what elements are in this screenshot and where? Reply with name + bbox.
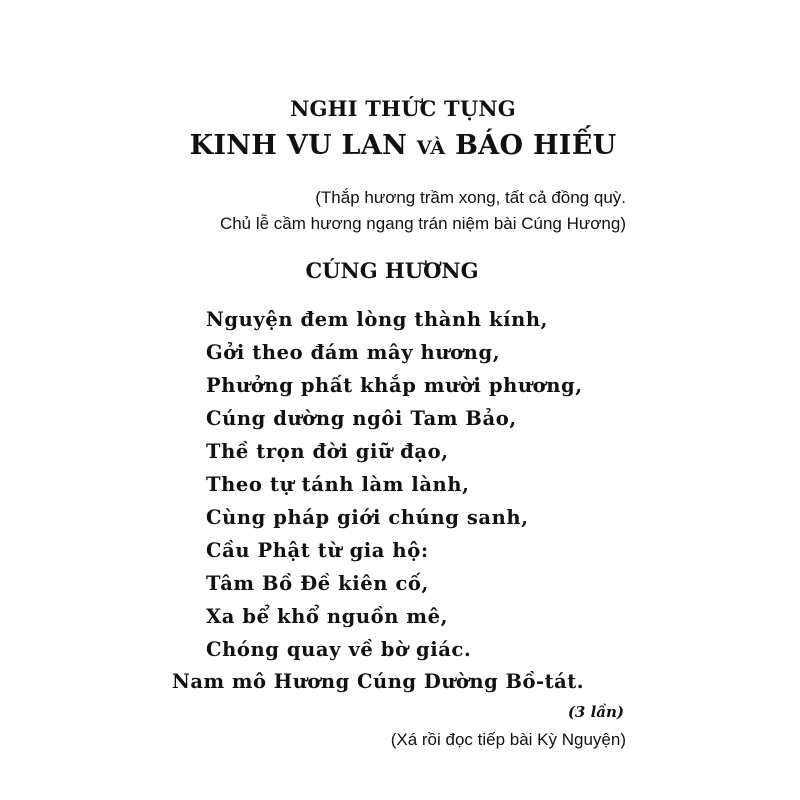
verse-line-2: Gởi theo đám mây hương, bbox=[206, 341, 501, 364]
verse-line-10: Xa bể khổ nguồn mê, bbox=[206, 605, 449, 628]
verse-line-5: Thề trọn đời giữ đạo, bbox=[206, 440, 449, 463]
instruction-line-2: Chủ lễ cầm hương ngang trán niệm bài Cúng Hương) bbox=[219, 214, 626, 233]
instruction-line-1: (Thắp hương trầm xong, tất cả đồng quỳ. bbox=[315, 188, 626, 207]
verse-line-7: Cùng pháp giới chúng sanh, bbox=[206, 506, 529, 529]
closing-instruction: (Xá rồi đọc tiếp bài Kỳ Nguyện) bbox=[390, 730, 626, 749]
verse-line-8: Cầu Phật từ gia hộ: bbox=[206, 539, 429, 562]
repeat-count-note: (3 lần) bbox=[567, 703, 624, 721]
title-line-1: NGHI THỨC TỤNG bbox=[290, 96, 516, 121]
title-line-2 bbox=[0, 130, 800, 161]
verse-line-1: Nguyện đem lòng thành kính, bbox=[206, 308, 549, 331]
verse-line-3: Phưởng phất khắp mười phương, bbox=[206, 374, 583, 397]
namo-line: Nam mô Hương Cúng Dường Bồ-tát. bbox=[172, 670, 585, 693]
title-part-bao-hieu: BÁO HIẾU bbox=[445, 130, 617, 161]
title-part-kinh-vu-lan: KINH VU LAN bbox=[189, 130, 417, 161]
verse-line-6: Theo tự tánh làm lành, bbox=[206, 473, 470, 496]
verse-line-11: Chóng quay về bờ giác. bbox=[206, 638, 472, 661]
verse-line-4: Cúng dường ngôi Tam Bảo, bbox=[206, 407, 517, 430]
section-title: CÚNG HƯƠNG bbox=[305, 258, 479, 283]
verse-line-9: Tâm Bồ Đề kiên cố, bbox=[206, 572, 429, 595]
title-part-va: VÀ bbox=[416, 137, 446, 159]
